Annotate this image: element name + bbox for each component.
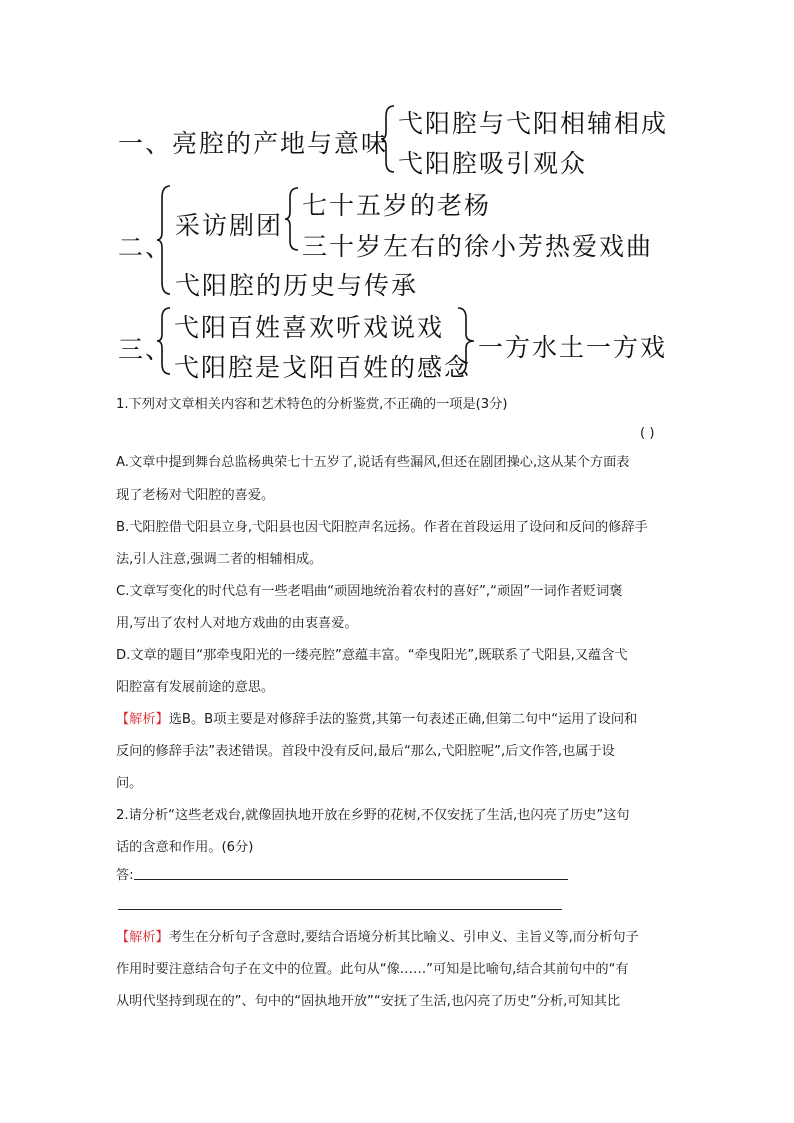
outline-s2-c: 弋阳腔的历史与传承 <box>175 271 419 300</box>
q1-option-b-line2: 法,引人注意,强调二者的相辅相成。 <box>116 552 323 567</box>
q2-analysis-tag: 【解析】 <box>116 930 169 945</box>
q2-stem-line1: 2.请分析“这些老戏台,就像固执地开放在乡野的花树,不仅安抚了生活,也闪亮了历史”这句 <box>116 808 630 823</box>
q2-answer-label: 答: <box>116 868 134 883</box>
q1-option-d-line2: 阳腔富有发展前途的意思。 <box>116 680 275 695</box>
outline-s1-b: 弋阳腔吸引观众 <box>398 149 588 178</box>
q1-option-c-line1: C.文章写变化的时代总有一些老唱曲“顽固地统治着农村的喜好”,“顽固”一词作者贬词褒 <box>116 584 623 599</box>
outline-s2-a: 七十五岁的老杨 <box>302 191 492 220</box>
q2-answer-line-2[interactable] <box>118 909 562 910</box>
brace-s3-right <box>456 306 476 376</box>
q2-analysis-line2: 作用时要注意结合句子在文中的位置。此句从“像……”可知是比喻句,结合其前句中的“有 <box>116 962 629 977</box>
q1-option-d-line1: D.文章的题目“那牵曳阳光的一缕亮腔”意蕴丰富。“牵曳阳光”,既联系了弋阳县,又蕴含弋 <box>116 648 628 663</box>
q1-option-c-line2: 用,写出了农村人对地方戏曲的由衷喜爱。 <box>116 616 358 631</box>
q1-answer-paren: ( ) <box>640 426 655 441</box>
outline-s3-b: 弋阳腔是戈阳百姓的感念 <box>174 353 472 382</box>
q1-analysis-tag: 【解析】 <box>116 712 169 727</box>
outline-s2-label: 二、 <box>118 233 173 262</box>
brace-s3-left <box>156 306 172 376</box>
q1-analysis-line1 <box>116 710 637 730</box>
outline-s3-label: 三、 <box>118 335 173 364</box>
outline-s3-a: 弋阳百姓喜欢听戏说戏 <box>174 313 445 342</box>
q1-analysis-text1: 选B。B项主要是对修辞手法的鉴赏,其第一句表述正确,但第二句中“运用了设问和 <box>168 712 638 727</box>
outline-s2-sub: 采访剧团 <box>175 211 284 240</box>
q2-answer-line-1[interactable] <box>134 879 568 880</box>
q2-analysis-line1 <box>116 928 639 948</box>
outline-s1-label: 一、亮腔的产地与意味 <box>118 129 389 158</box>
q1-analysis-line2: 反问的修辞手法”表述错误。首段中没有反问,最后“那么,弋阳腔呢”,后文作答,也属于设 <box>116 744 615 759</box>
brace-s2-outer <box>156 184 172 296</box>
q2-analysis-text1: 考生在分析句子含意时,要结合语境分析其比喻义、引申义、主旨义等,而分析句子 <box>168 930 639 945</box>
brace-s1 <box>380 104 396 174</box>
outline-s2-b: 三十岁左右的徐小芳热爱戏曲 <box>302 232 654 261</box>
q1-option-a-line2: 现了老杨对弋阳腔的喜爱。 <box>116 488 275 503</box>
q2-stem-line2: 话的含意和作用。(6分) <box>116 840 254 855</box>
outline-s1-a: 弋阳腔与弋阳相辅相成 <box>398 109 669 138</box>
q1-analysis-line3: 问。 <box>116 776 143 791</box>
outline-s3-result: 一方水土一方戏 <box>478 333 668 362</box>
q2-analysis-line3: 从明代坚持到现在的”、句中的“固执地开放”“安抚了生活,也闪亮了历史”分析,可知其比 <box>116 994 621 1009</box>
brace-s2-inner <box>284 186 300 252</box>
q1-option-b-line1: B.弋阳腔借弋阳县立身,弋阳县也因弋阳腔声名远扬。作者在首段运用了设问和反问的修辞手 <box>116 520 648 535</box>
q1-stem: 1.下列对文章相关内容和艺术特色的分析鉴赏,不正确的一项是(3分) <box>116 397 508 412</box>
q1-option-a-line1: A.文章中提到舞台总监杨典荣七十五岁了,说话有些漏风,但还在剧团操心,这从某个方面表 <box>116 455 630 470</box>
